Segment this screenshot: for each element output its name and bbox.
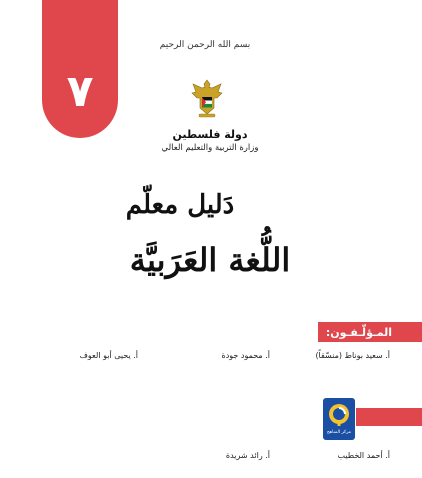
author-name: أ. رائد شريدة — [225, 451, 270, 460]
basmala: بسم الله الرحمن الرحيم — [159, 40, 251, 50]
palestine-eagle-emblem-icon — [190, 78, 224, 120]
book-title-line-2: اللُّغة العَرَبيَّة — [129, 241, 291, 279]
state-name: دولة فلسطين — [172, 128, 248, 141]
ministry-name: وزارة التربية والتعليم العالي — [161, 143, 259, 153]
grade-number: ٧ — [66, 66, 94, 117]
publisher-logo-icon — [323, 398, 355, 440]
authors-bar — [318, 322, 422, 342]
author-name: أ. سعيد بوناط (منسّقاً) — [315, 351, 390, 360]
publisher-caption: مركز المناهج — [326, 430, 352, 435]
grade-tab — [42, 0, 118, 138]
author-name: أ. أحمد الخطيب — [337, 451, 390, 460]
author-name: أ. يحيى أبو العوف — [79, 351, 138, 360]
publisher-bar — [356, 408, 422, 426]
book-title-line-1: دَليل معلّم — [125, 190, 235, 220]
author-name: أ. محمود جودة — [221, 351, 270, 360]
authors-label: المـؤلّـفـون: — [325, 325, 392, 339]
